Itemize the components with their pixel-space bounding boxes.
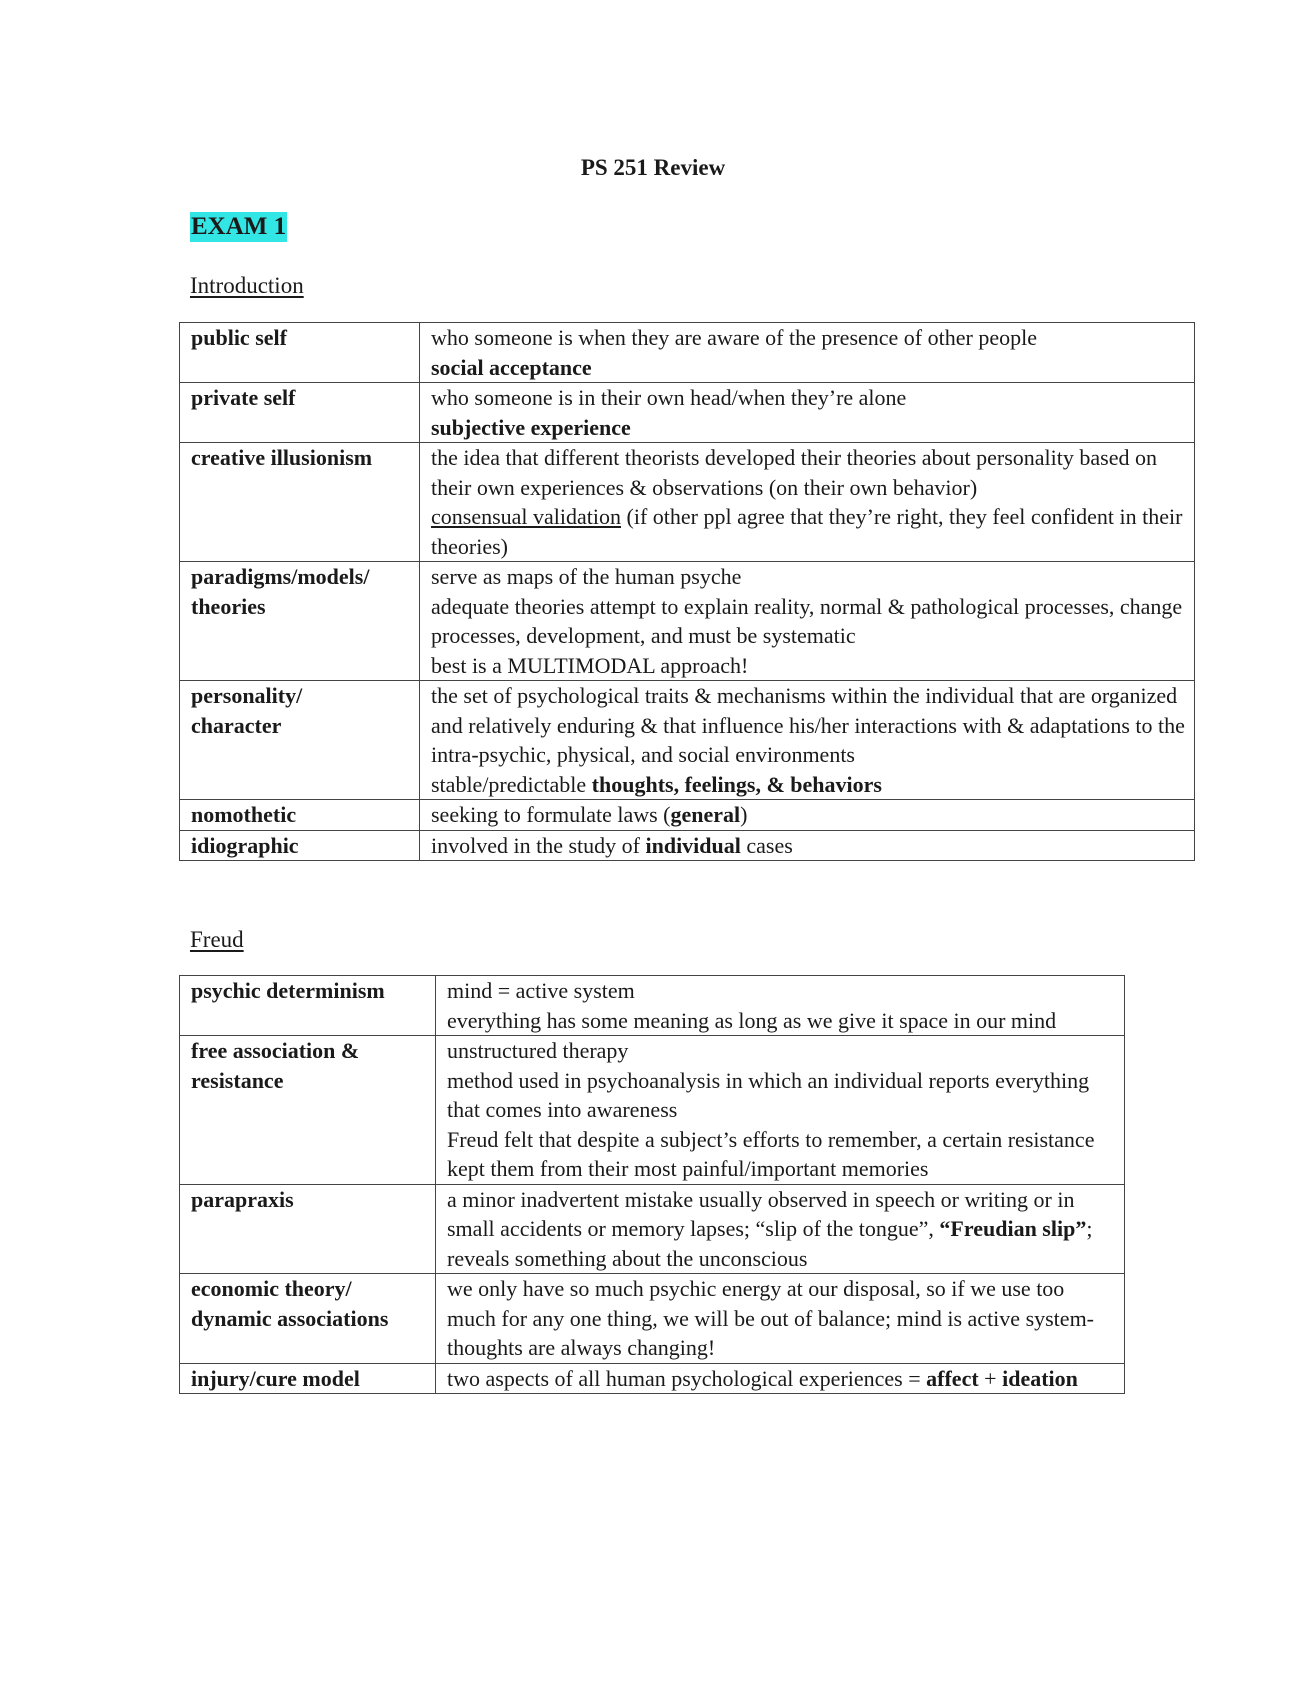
definition-line: adequate theories attempt to explain reality, normal & pathological processes, change processes, development, and must be systematic — [431, 593, 1183, 648]
definition-keyword: general — [670, 802, 741, 827]
definition-line — [431, 502, 1186, 561]
definition-text: involved in the study of — [431, 832, 646, 858]
definition-text: (if other ppl agree that they’re right, they feel confident in their theories) — [431, 504, 1183, 559]
term-cell: public self — [180, 323, 420, 383]
definition-line — [431, 770, 1186, 800]
term-line: character — [191, 712, 282, 738]
term-line: economic theory/ — [191, 1276, 352, 1301]
definition-keyword: ideation — [1002, 1365, 1078, 1391]
underlined-term: consensual validation — [431, 504, 622, 529]
definition-cell — [420, 323, 1195, 383]
definition-cell — [420, 443, 1195, 562]
table-row — [180, 976, 1125, 1036]
definition-line: best is a MULTIMODAL approach! — [431, 652, 749, 678]
term-cell: nomothetic — [180, 800, 420, 831]
definition-text: two aspects of all human psychological experiences = — [447, 1365, 927, 1391]
freud-table — [179, 975, 1125, 1394]
term-line: resistance — [191, 1067, 284, 1093]
definition-cell — [436, 1036, 1125, 1185]
definition-cell — [436, 1363, 1125, 1394]
section-heading-freud: Freud — [190, 927, 244, 952]
definition-cell — [420, 830, 1195, 861]
definition-line — [447, 1185, 1116, 1274]
definition-text: a minor inadvertent mistake usually observed in speech or writing or in small accidents or memory lapses; “slip of the tongue”, — [447, 1186, 1075, 1241]
exam-heading: EXAM 1 — [191, 213, 287, 240]
term-cell: injury/cure model — [180, 1363, 436, 1394]
definition-line: who someone is in their own head/when they’re alone — [431, 385, 907, 410]
term-line: personality/ — [191, 683, 303, 708]
definition-keyword: social acceptance — [431, 354, 592, 380]
table-row — [180, 800, 1195, 831]
definition-line: mind = active system — [447, 978, 635, 1003]
page-title: PS 251 Review — [580, 155, 726, 180]
definition-line: method used in psychoanalysis in which an individual reports everything that comes into awareness — [447, 1067, 1090, 1122]
term-line: paradigms/models/ — [191, 564, 370, 589]
term-cell — [180, 681, 420, 800]
definition-text: stable/predictable — [431, 771, 592, 797]
table-row — [180, 323, 1195, 383]
definition-line — [431, 800, 1186, 830]
term-cell — [180, 1036, 436, 1185]
section-heading-introduction: Introduction — [190, 273, 304, 298]
term-cell: private self — [180, 383, 420, 443]
term-cell: creative illusionism — [180, 443, 420, 562]
term-line: theories — [191, 593, 266, 619]
definition-cell — [420, 681, 1195, 800]
definition-text: + — [978, 1365, 1003, 1391]
definition-line: the idea that different theorists developed their theories about personality based on their own experiences & observations (on their own behavior) — [431, 445, 1157, 500]
definition-cell — [436, 1274, 1125, 1364]
definition-keyword: affect — [926, 1365, 979, 1391]
table-row — [180, 830, 1195, 861]
definition-line: who someone is when they are aware of the presence of other people — [431, 325, 1037, 350]
definition-line: unstructured therapy — [447, 1038, 629, 1063]
table-row — [180, 443, 1195, 562]
table-row — [180, 1036, 1125, 1185]
term-cell: idiographic — [180, 830, 420, 861]
term-cell: psychic determinism — [180, 976, 436, 1036]
table-row — [180, 562, 1195, 681]
table-row — [180, 1184, 1125, 1274]
definition-cell — [436, 976, 1125, 1036]
definition-line: Freud felt that despite a subject’s efforts to remember, a certain resistance kept them from their most painful/important memories — [447, 1126, 1095, 1181]
definition-line — [447, 1364, 1116, 1394]
definition-cell — [436, 1184, 1125, 1274]
definition-cell — [420, 562, 1195, 681]
definition-keyword: subjective experience — [431, 414, 631, 440]
table-row — [180, 1274, 1125, 1364]
definition-text: ; reveals something about the unconscious — [447, 1216, 1093, 1271]
definition-line: serve as maps of the human psyche — [431, 564, 742, 589]
definition-keyword: “Freudian slip” — [939, 1216, 1087, 1241]
definition-text: seeking to formulate laws ( — [431, 802, 671, 827]
definition-line: we only have so much psychic energy at our disposal, so if we use too much for any one thing, we will be out of balance; mind is active system- thoughts are always changing! — [447, 1276, 1095, 1360]
term-cell — [180, 562, 420, 681]
table-row — [180, 383, 1195, 443]
definition-cell — [420, 383, 1195, 443]
definition-keyword: individual — [645, 832, 741, 858]
definition-cell — [420, 800, 1195, 831]
definition-line — [431, 831, 1186, 861]
definition-text: cases — [740, 832, 793, 858]
definition-line: the set of psychological traits & mechanisms within the individual that are organized and relatively enduring & that influence his/her interactions with & adaptations to the intra-psychic, physical, and social environments — [431, 683, 1185, 767]
introduction-table — [179, 322, 1195, 861]
term-cell: parapraxis — [180, 1184, 436, 1274]
definition-text: ) — [740, 802, 748, 827]
table-row — [180, 1363, 1125, 1394]
table-row — [180, 681, 1195, 800]
term-line: dynamic associations — [191, 1305, 389, 1331]
definition-line: everything has some meaning as long as we give it space in our mind — [447, 1007, 1057, 1033]
definition-keyword: thoughts, feelings, & behaviors — [591, 771, 882, 797]
term-cell — [180, 1274, 436, 1364]
term-line: free association & — [191, 1038, 360, 1063]
